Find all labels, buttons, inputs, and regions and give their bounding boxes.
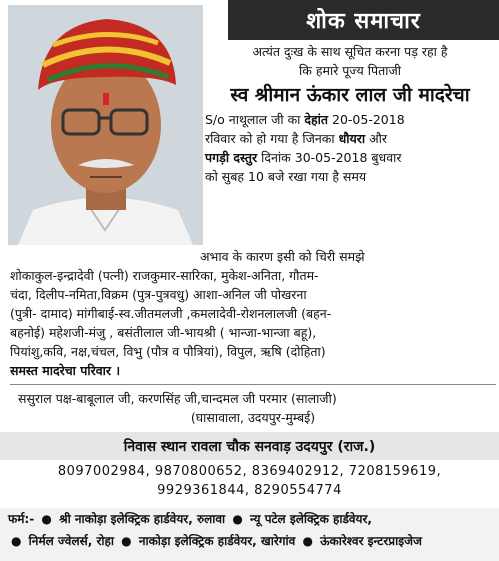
in-laws-place: (घासावाला, उदयपुर-मुम्बई) [190,410,316,425]
intro-line-4 [205,129,495,148]
pagdi-dastur: पगड़ी दस्तुर [205,150,258,165]
ritual-word: धौयरा [338,131,366,146]
intro-line-5 [205,148,495,167]
parent-name: S/o नाथूलाल जी का [205,112,305,127]
ceremony-date: दिनांक 30-05-2018 बुधवार [257,150,402,165]
in-laws-line: ससुराल पक्ष-बाबूलाल जी, करणसिंह जी,चान्दमल जी परमार (सालाजी) [18,391,337,406]
intro-line-1: अत्यंत दुःख के साथ सूचित करना पड़ रहा है [252,44,448,59]
firm-row-2 [0,530,499,552]
body-line-4: बहनोई) महेशजी-मंजु , बसंतीलाल जी-भायश्री ( भान्जा-भान्जा बहू), [10,325,317,340]
firm-item: न्यू पटेल इलेक्ट्रिक हार्डवेयर, [250,512,372,526]
mourners-section [10,247,496,427]
firm-bar [0,508,499,561]
body-line-3: (पुत्री- दामाद) मांगीबाई-स्व.जीतमलजी ,कमलादेवी-रोशनलालजी (बहन- [10,306,332,321]
firm-row-1 [0,508,499,530]
divider [10,384,496,385]
bullet-icon: ● [232,512,243,526]
demise-date: 20-05-2018 [328,112,405,127]
body-line-2: चंदा, दिलीप-नमिता,विक्रम (पुत्र-पुत्रवधु) आशा-अनिल जी पोखरना [10,287,307,302]
intro-line-3 [205,110,495,129]
firm-item: श्री नाकोड़ा इलेक्ट्रिक हार्डवेयर, रुलावा [59,512,226,526]
firm-label: फर्म:- [8,512,35,526]
body-line-5: पियांशु,कवि, नक्ष,चंचल, विभु (पौत्र व पौत्रियां), विपुल, ऋषि (दोहिता) [10,344,326,359]
firm-item: ऊंकारेश्वर इन्टरप्राइजेज [320,534,422,548]
day-text: रविवार को हो गया है जिनका [205,131,339,146]
intro-line-2: कि हमारे पूज्य पिताजी [299,63,401,78]
bullet-icon: ● [302,534,313,548]
portrait-illustration [8,5,203,245]
and-word: और [365,131,388,146]
firm-item: निर्मल ज्वेलर्स, रोहा [28,534,114,548]
bullet-icon: ● [41,512,52,526]
residence-bar: निवास स्थान रावला चौक सनवाड़ उदयपुर (राज.) [0,432,499,460]
body-line-6: समस्त मादरेचा परिवार । [10,363,121,378]
phone-numbers [0,462,499,500]
intro-section [205,42,495,186]
firm-item: नाकोड़ा इलेक्ट्रिक हार्डवेयर, खारेगांव [138,534,296,548]
phone-line-1: 8097002984, 9870800652, 8369402912, 7208159619, [57,464,442,479]
intro-line-6: को सुबह 10 बजे रखा गया है समय [205,169,367,184]
bullet-icon: ● [121,534,132,548]
body-line-1: शोकाकुल-इन्द्रादेवी (पत्नी) राजकुमार-सारिका, मुकेश-अनिता, गौतम- [10,268,319,283]
deceased-name: स्व श्रीमान ऊंकार लाल जी मादरेचा [230,84,470,106]
portrait-photo [8,5,203,245]
demise-word: देहांत [304,112,329,127]
phone-line-2: 9929361844, 8290554774 [157,483,342,498]
body-line-0: अभाव के कारण इसी को चिरी समझे [200,249,365,264]
bullet-icon: ● [11,534,22,548]
page-title: शोक समाचार [228,0,499,40]
